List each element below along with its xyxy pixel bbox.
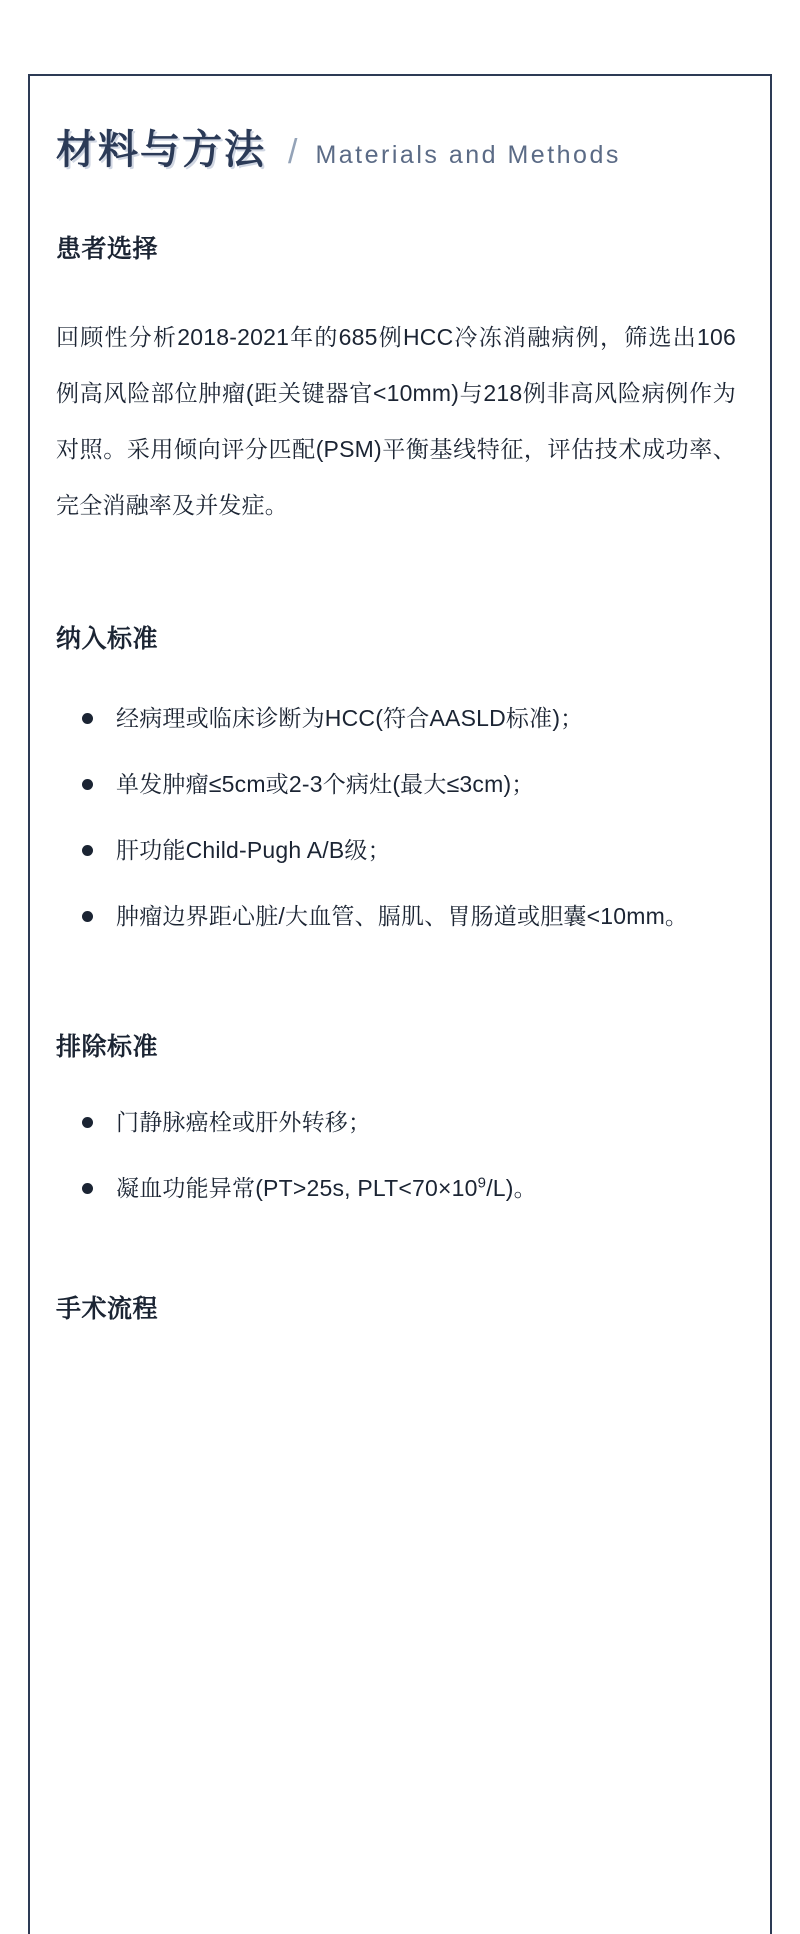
list-item	[82, 897, 736, 935]
list-item	[82, 699, 736, 737]
list-item	[82, 1103, 736, 1141]
list-inclusion-criteria	[56, 699, 736, 935]
spacer	[56, 1247, 736, 1289]
list-item-text: 门静脉癌栓或肝外转移；	[116, 1109, 372, 1135]
heading-patient-selection: 患者选择	[56, 235, 159, 263]
heading-exclusion-criteria: 排除标准	[56, 1033, 159, 1061]
list-item-text-suffix: /L)。	[486, 1175, 537, 1201]
spacer	[56, 975, 736, 1027]
list-item-text-prefix: 凝血功能异常(PT>25s, PLT<70×10	[116, 1175, 478, 1201]
bullet-dot-icon	[82, 713, 93, 724]
bullet-dot-icon	[82, 779, 93, 790]
spacer	[56, 577, 736, 619]
list-item-text: 肝功能Child-Pugh A/B级；	[116, 837, 391, 863]
list-exclusion-criteria	[56, 1103, 736, 1207]
list-item-text: 单发肿瘤≤5cm或2-3个病灶(最大≤3cm)；	[116, 771, 535, 797]
bullet-dot-icon	[82, 911, 93, 922]
section-title-english: Materials and Methods	[315, 141, 621, 169]
list-item-text: 经病理或临床诊断为HCC(符合AASLD标准)；	[116, 705, 584, 731]
heading-procedure: 手术流程	[56, 1295, 159, 1323]
heading-inclusion-criteria: 纳入标准	[56, 625, 159, 653]
section-title-divider: /	[288, 133, 298, 171]
list-item	[82, 1169, 736, 1207]
list-item	[82, 765, 736, 803]
paragraph-patient-selection: 回顾性分析2018-2021年的685例HCC冷冻消融病例，筛选出106例高风险部位肿瘤(距关键器官<10mm)与218例非高风险病例作为对照。采用倾向评分匹配(PSM)平衡基线特征，评估技术成功率、完全消融率及并发症。	[56, 324, 736, 518]
bullet-dot-icon	[82, 1183, 93, 1194]
list-item	[82, 831, 736, 869]
document-content	[56, 118, 736, 1369]
section-title-chinese: 材料与方法	[56, 128, 266, 172]
list-item-text: 肿瘤边界距心脏/大血管、膈肌、胃肠道或胆囊<10mm。	[116, 903, 689, 929]
bullet-dot-icon	[82, 845, 93, 856]
section-header	[56, 118, 736, 175]
bullet-dot-icon	[82, 1117, 93, 1128]
list-item-text-superscript: 9	[477, 1174, 487, 1192]
